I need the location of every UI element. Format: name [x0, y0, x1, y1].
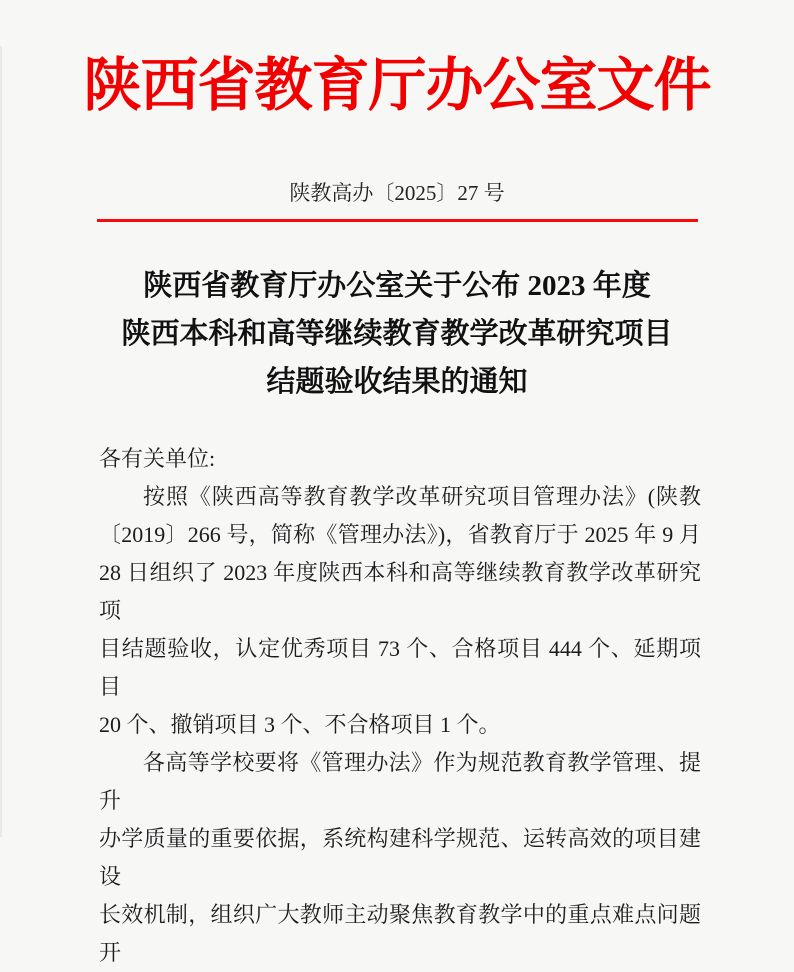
page-edge	[0, 46, 2, 837]
document-body	[99, 440, 701, 972]
document-page	[0, 46, 794, 972]
document-title-line-3: 结题验收结果的通知	[266, 366, 528, 398]
paragraph-2-line-3: 长效机制，组织广大教师主动聚焦教育教学中的重点难点问题开	[99, 902, 701, 965]
salutation: 各有关单位:	[99, 446, 216, 471]
document-title-line-2: 陕西本科和高等继续教育教学改革研究项目	[121, 318, 673, 350]
paragraph-2-line-1: 各高等学校要将《管理办法》作为规范教育教学管理、提升	[99, 750, 701, 813]
document-header-title: 陕西省教育厅办公室文件	[83, 53, 711, 118]
paragraph-1-line-5: 20 个、撤销项目 3 个、不合格项目 1 个。	[99, 712, 501, 737]
paragraph-1-line-1: 按照《陕西高等教育教学改革研究项目管理办法》(陕教	[143, 484, 701, 509]
document-title-line-1: 陕西省教育厅办公室关于公布 2023 年度	[143, 270, 651, 302]
red-divider	[97, 219, 698, 222]
document-title	[67, 262, 727, 406]
paragraph-2-line-2: 办学质量的重要依据，系统构建科学规范、运转高效的项目建设	[99, 826, 701, 889]
paragraph-1-line-2: 〔2019〕266 号，简称《管理办法》)，省教育厅于 2025 年 9 月	[99, 522, 701, 547]
paragraph-1-line-4: 目结题验收，认定优秀项目 73 个、合格项目 444 个、延期项目	[99, 636, 701, 699]
paragraph-1-line-3: 28 日组织了 2023 年度陕西本科和高等继续教育教学改革研究项	[99, 560, 701, 623]
document-number: 陕教高办〔2025〕27 号	[289, 181, 505, 205]
